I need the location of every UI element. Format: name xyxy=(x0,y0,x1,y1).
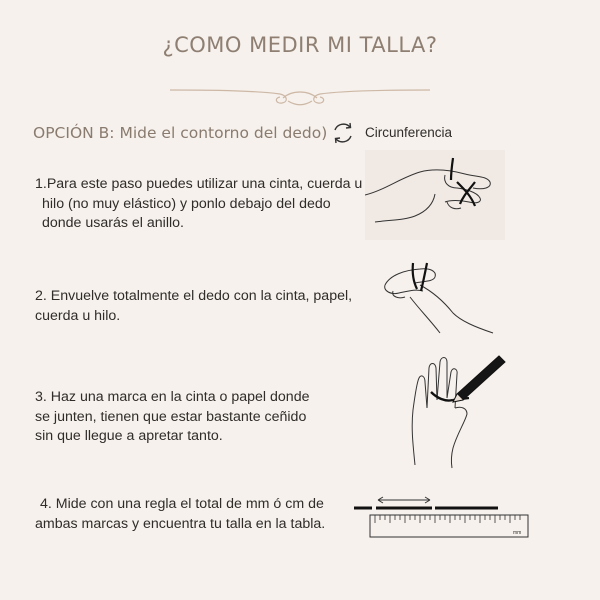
step-1-line-2: hilo (no muy elástico) y ponlo debajo del dedo xyxy=(42,195,331,212)
step-2 xyxy=(35,287,365,326)
step-1-line-1: 1.Para este paso puedes utilizar una cinta, cuerda u xyxy=(35,176,363,192)
step-3-line-3: sin que llegue a apretar tanto. xyxy=(35,428,223,444)
step-4 xyxy=(35,495,365,534)
ruler-unit-label: mm xyxy=(513,530,522,536)
hand-pencil-illustration xyxy=(395,350,515,470)
step-3-line-1: 3. Haz una marca en la cinta o papel donde xyxy=(35,389,310,405)
step-3-line-2: se junten, tienen que estar bastante ceñido xyxy=(35,408,307,425)
step-4-line-1: 4. Mide con una regla el total de mm ó cm de xyxy=(40,496,324,512)
step-1-line-3: donde usarás el anillo. xyxy=(42,215,184,231)
option-heading: OPCIÓN B: Mide el contorno del dedo) xyxy=(33,124,328,142)
flourish-ornament xyxy=(150,70,450,110)
step-1 xyxy=(35,175,365,234)
step-2-line-1: 2. Envuelve totalmente el dedo con la cinta, papel, xyxy=(35,288,353,304)
step-2-line-2: cuerda u hilo. xyxy=(35,307,121,324)
page-title: ¿COMO MEDIR MI TALLA? xyxy=(162,33,438,57)
circumference-label: Circunferencia xyxy=(365,125,453,140)
rotate-arrows-icon xyxy=(330,120,356,146)
step-3 xyxy=(35,388,355,447)
step-4-line-2: ambas marcas y encuentra tu talla en la tabla. xyxy=(35,515,326,532)
ruler-illustration xyxy=(350,490,530,540)
hand-wrap-illustration xyxy=(375,255,495,335)
hand-ring-illustration xyxy=(365,150,505,240)
